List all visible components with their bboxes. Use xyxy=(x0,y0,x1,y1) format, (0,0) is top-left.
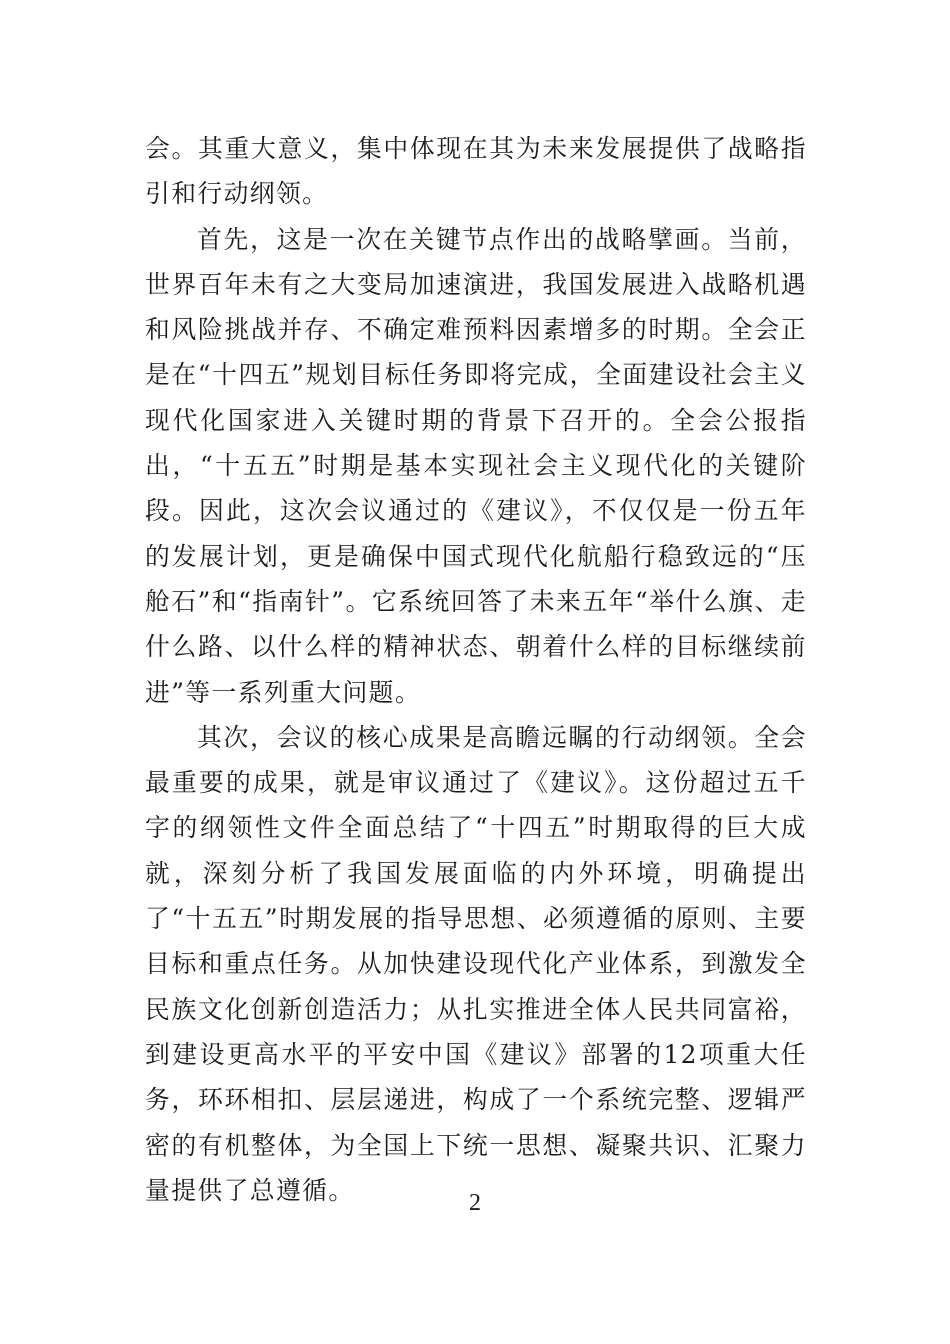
paragraph-core-outcome: 其次，会议的核心成果是高瞻远瞩的行动纲领。全会最重要的成果，就是审议通过了《建议》。这份超过五千字的纲领性文件全面总结了“十四五”时期取得的巨大成就，深刻分析了我国发展面临的内外环境，明确提出了“十五五”时期发展的指导思想、必须遵循的原则、主要目标和重点任务。从加快建设现代化产业体系，到激发全民族文化创新创造活力；从扎实推进全体人民共同富裕，到建设更高水平的平安中国《建议》部署的12项重大任务，环环相扣、层层递进，构成了一个系统完整、逻辑严密的有机整体，为全国上下统一思想、凝聚共识、汇聚力量提供了总遵循。 xyxy=(145,722,807,1205)
paragraph-strategic-planning: 首先，这是一次在关键节点作出的战略擘画。当前，世界百年未有之大变局加速演进，我国发展进入战略机遇和风险挑战并存、不确定难预料因素增多的时期。全会正是在“十四五”规划目标任务即将完成，全面建设社会主义现代化国家进入关键时期的背景下召开的。全会公报指出，“十五五”时期是基本实现社会主义现代化的关键阶段。因此，这次会议通过的《建议》，不仅仅是一份五年的发展计划，更是确保中国式现代化航船行稳致远的“压舱石”和“指南针”。它系统回答了未来五年“举什么旗、走什么路、以什么样的精神状态、朝着什么样的目标继续前进”等一系列重大问题。 xyxy=(145,224,807,707)
page-number: 2 xyxy=(469,1190,481,1216)
paragraph-continuation: 会。其重大意义，集中体现在其为未来发展提供了战略指引和行动纲领。 xyxy=(145,134,807,209)
document-body xyxy=(145,126,807,1213)
